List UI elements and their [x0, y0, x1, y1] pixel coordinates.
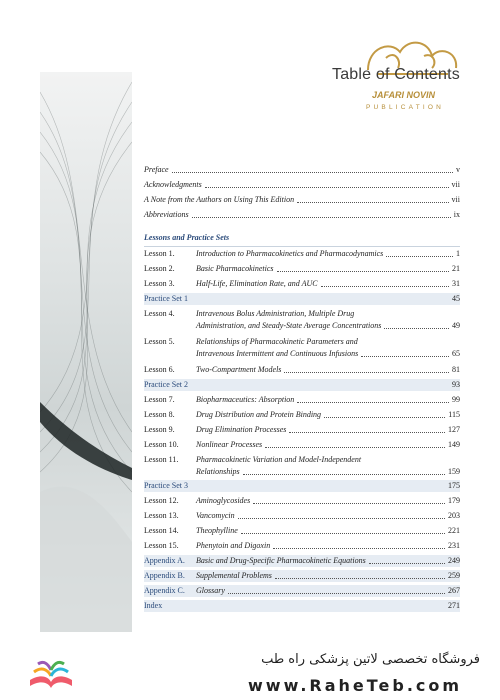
toc-entry-index[interactable]: Index 271	[144, 601, 460, 610]
toc-entry-lesson-7[interactable]: Lesson 7. Biopharmaceutics: Absorption 99	[144, 395, 460, 404]
toc-entry-lesson-15[interactable]: Lesson 15. Phenytoin and Digoxin 231	[144, 541, 460, 550]
decorative-side-art	[40, 72, 132, 632]
toc-entry-note[interactable]: A Note from the Authors on Using This Edition vii	[144, 195, 460, 204]
store-name: فروشگاه تخصصی لاتین پزشکی راه طب	[261, 652, 480, 667]
toc-entry-practice-set-2[interactable]: Practice Set 2 93	[144, 380, 460, 389]
toc-entry-practice-set-1[interactable]: Practice Set 1 45	[144, 294, 460, 303]
toc-entry-lesson-5[interactable]: Lesson 5. Relationships of Pharmacokinetic Parameters and Intravenous Intermittent and Continuous Infusions 65	[144, 337, 460, 358]
toc-entry-acknowledgments[interactable]: Acknowledgments vii	[144, 180, 460, 189]
toc-entry-appendix-a[interactable]: Appendix A. Basic and Drug-Specific Pharmacokinetic Equations 249	[144, 556, 460, 565]
toc-entry-abbreviations[interactable]: Abbreviations ix	[144, 210, 460, 219]
section-heading: Lessons and Practice Sets	[144, 233, 230, 242]
logo-brand: JAFARI NOVIN	[372, 90, 436, 100]
toc-entry-preface[interactable]: Preface v	[144, 165, 460, 174]
toc-entry-lesson-2[interactable]: Lesson 2. Basic Pharmacokinetics 21	[144, 264, 460, 273]
logo-subtitle: PUBLICATION	[366, 104, 445, 111]
toc-entry-lesson-10[interactable]: Lesson 10. Nonlinear Processes 149	[144, 440, 460, 449]
toc-entry-lesson-8[interactable]: Lesson 8. Drug Distribution and Protein Binding 115	[144, 410, 460, 419]
toc-entry-lesson-14[interactable]: Lesson 14. Theophylline 221	[144, 526, 460, 535]
toc-entry-lesson-6[interactable]: Lesson 6. Two-Compartment Models 81	[144, 365, 460, 374]
toc-entry-lesson-12[interactable]: Lesson 12. Aminoglycosides 179	[144, 496, 460, 505]
toc-entry-appendix-b[interactable]: Appendix B. Supplemental Problems 259	[144, 571, 460, 580]
toc-entry-lesson-11[interactable]: Lesson 11. Pharmacokinetic Variation and Model-Independent Relationships 159	[144, 455, 460, 476]
toc-entry-appendix-c[interactable]: Appendix C. Glossary 267	[144, 586, 460, 595]
open-book-logo-icon	[26, 650, 76, 692]
toc-entry-practice-set-3[interactable]: Practice Set 3 175	[144, 481, 460, 490]
toc-entry-lesson-13[interactable]: Lesson 13. Vancomycin 203	[144, 511, 460, 520]
website-link[interactable]: www.RaheTeb.com	[248, 676, 463, 695]
toc-entry-lesson-9[interactable]: Lesson 9. Drug Elimination Processes 127	[144, 425, 460, 434]
toc-entry-lesson-3[interactable]: Lesson 3. Half-Life, Elimination Rate, and AUC 31	[144, 279, 460, 288]
toc-entry-lesson-1[interactable]: Lesson 1. Introduction to Pharmacokinetics and Pharmacodynamics 1	[144, 249, 460, 258]
logo-title: Table of Contents	[332, 66, 460, 83]
toc-entry-lesson-4[interactable]: Lesson 4. Intravenous Bolus Administration, Multiple Drug Administration, and Steady-State Average Concentrations 49	[144, 309, 460, 330]
